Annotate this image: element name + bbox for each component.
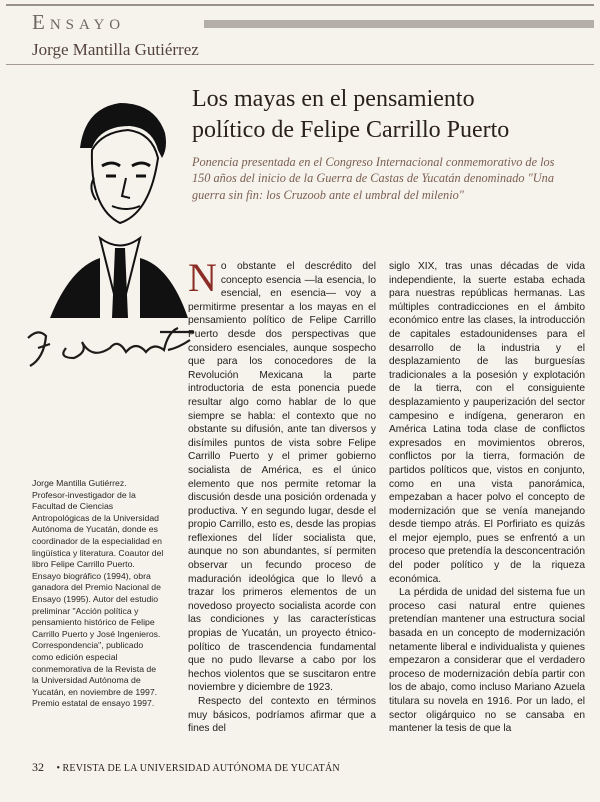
drop-cap: N (188, 255, 217, 300)
text-column-1 (188, 255, 376, 736)
paragraph: La pérdida de unidad del sistema fue un proceso casi natural entre quienes pretendían mantener una estructura social basada en un concepto de modernización netamente liberal e individualista y quienes empezaron a considerar que el verdadero proceso de modernización debía partir con los de abajo, como incluso Mariano Azuela titulara su novela en 1916. Por un lado, el sector oligárquico no se cansaba en mantener la tesis de que la (389, 587, 585, 735)
author-portrait-illustration (40, 88, 190, 318)
section-heading: Ensayo (32, 10, 126, 34)
paragraph (188, 255, 376, 695)
article-title (192, 84, 562, 146)
journal-name: REVISTA DE LA UNIVERSIDAD AUTÓNOMA DE YUCATÁN (62, 763, 340, 774)
author-signature (18, 318, 198, 372)
paragraph-text: o obstante el descrédito del concepto esencia —la esencia, lo esencial, en esencia— voy a permitirme presentar a los mayas en el pensamiento político de Felipe Carrillo Puerto desde dos perspectivas que considero esenciales, aunque sospecho que para los conocedores de la Revolución Mexicana la parte introductoria de esta ponencia puede resultar algo como hablar de lo que siempre se habla: el contexto que no obstante su difusión, ante tan diversos y disímiles puntos de vista sobre Felipe Carrillo Puerto y el primer gobierno socialista de América, es el único elemento que nos permite retomar la discusión desde una posición ordenada y productiva. Y en segundo lugar, desde el propio Carrillo, esto es, desde las propias reflexiones del líder socialista que, aunque no son abundantes, sí permiten observar un fecundo proceso de maduración ideológica que lo llevó a trazar los primeros elementos de un novedoso proyecto socialista acorde con las condiciones y las características propias de Yucatán, un proyecto étnico-político de trascendencia fundamental que no pudo llevarse a cabo por los hechos violentos que se suscitaron entre noviembre y diciembre de 1923. (188, 261, 376, 694)
paragraph: siglo XIX, tras unas décadas de vida independiente, la suerte estaba echada para nuestras repúblicas hermanas. Las múltiples contradicciones en el ámbito económico entre las clases, la introducción de capitales estadounidenses para el desarrollo de la industria y el desplazamiento de las burguesías tradicionales a la posesión y explotación de la tierra, con el consiguiente desplazamiento y pauperización del sector campesino e indígena, generaron en América Latina toda clase de conflictos expresados en movimientos obreros, conflictos por la tierra, formación de partidos políticos que, vistos en conjunto, como en una vista panorámica, empezaban a hacer polvo el concepto de modernización que se venía manejando desde tiempo atrás. El Porfiriato es quizás el mejor ejemplo, pues se enfrentó a un proceso que pretendía la desconcentración del poder político y de la riqueza económica. (389, 261, 585, 585)
section-bar (204, 20, 594, 28)
text-column-2 (389, 260, 585, 736)
page-footer (32, 760, 340, 775)
paragraph: Respecto del contexto en términos muy básicos, podríamos afirmar que a fines del (188, 696, 376, 735)
page-number: 32 (32, 760, 44, 774)
author-heading: Jorge Mantilla Gutiérrez (32, 40, 199, 59)
author-rule (6, 64, 594, 65)
title-line-1: Los mayas en el pensamiento (192, 86, 475, 112)
author-bio: Jorge Mantilla Gutiérrez. Profesor-investigador de la Facultad de Ciencias Antropológicas de la Universidad Autónoma de Yucatán, donde es coordinador de la especialidad en lingüística y literatura. Coautor del libro Felipe Carrillo Puerto. Ensayo biográfico (1994), obra ganadora del Premio Nacional de Ensayo (1995). Autor del estudio preliminar "Acción política y pensamiento histórico de Felipe Carrillo Puerto y José Ingenieros. Correspondencia", publicado como edición especial conmemorativa de la Revista de la Universidad Autónoma de Yucatán, en noviembre de 1997. Premio estatal de ensayo 1997. (32, 478, 164, 709)
title-line-2: político de Felipe Carrillo Puerto (192, 117, 510, 143)
top-rule (6, 4, 594, 6)
footer-separator: • (56, 763, 61, 774)
article-subtitle: Ponencia presentada en el Congreso Internacional conmemorativo de los 150 años del inicio de la Guerra de Castas de Yucatán denominado "Una guerra sin fin: los Cruzoob ante el umbral del milenio" (192, 155, 555, 202)
